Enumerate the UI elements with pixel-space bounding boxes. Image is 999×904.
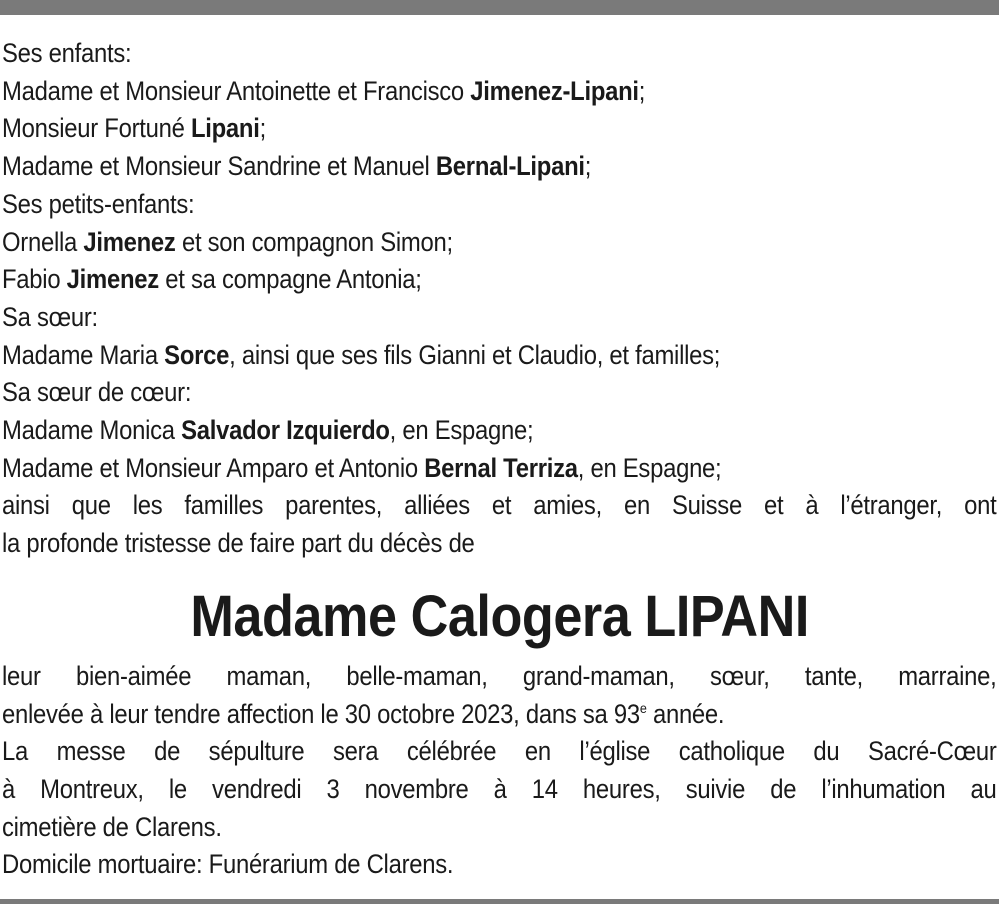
details-line: leur bien-aimée maman, belle-maman, grand-maman, sœur, tante, marraine, — [2, 661, 997, 691]
soeur-coeur-heading: Sa sœur de cœur: — [2, 377, 192, 408]
details-line: enlevée à leur tendre affection le 30 octobre 2023, dans sa 93e année. — [2, 698, 725, 729]
details-line: cimetière de Clarens. — [2, 811, 222, 842]
deceased-name — [0, 582, 999, 652]
surname: Bernal Terriza — [424, 452, 578, 483]
details-line: Domicile mortuaire: Funérarium de Clarens. — [2, 849, 454, 880]
details-line: à Montreux, le vendredi 3 novembre à 14 heures, suivie de l’inhumation au — [2, 774, 997, 805]
closing-line: la profonde tristesse de faire part du décès de — [2, 528, 475, 559]
surname: Lipani — [190, 113, 260, 144]
family-member-line: Madame et Monsieur Antoinette et Francisco Jimenez-Lipani; — [2, 75, 646, 106]
surname: Salvador Izquierdo — [181, 415, 390, 446]
family-list — [2, 35, 997, 563]
enfants-heading: Ses enfants: — [2, 38, 132, 68]
soeur-heading: Sa sœur: — [2, 301, 98, 332]
surname: Jimenez — [83, 226, 176, 257]
family-member-line: Madame et Monsieur Sandrine et Manuel Bernal-Lipani; — [2, 151, 592, 182]
family-member-line: Fabio Jimenez et sa compagne Antonia; — [2, 264, 422, 295]
family-member-line: Ornella Jimenez et son compagnon Simon; — [2, 226, 453, 257]
surname: Jimenez-Lipani — [470, 75, 639, 106]
family-member-line: Monsieur Fortuné Lipani; — [2, 113, 266, 144]
funeral-details — [2, 658, 997, 884]
deceased-name-text: Madame Calogera LIPANI — [190, 584, 809, 649]
superscript: e — [639, 699, 647, 716]
family-member-line: Madame Monica Salvador Izquierdo, en Espagne; — [2, 415, 534, 446]
surname: Sorce — [164, 339, 230, 370]
surname: Jimenez — [66, 264, 159, 295]
bottom-border-bar — [0, 899, 999, 904]
family-member-line: Madame et Monsieur Amparo et Antonio Bernal Terriza, en Espagne; — [2, 452, 722, 483]
petits-enfants-heading: Ses petits-enfants: — [2, 188, 195, 219]
family-member-line: Madame Maria Sorce, ainsi que ses fils Gianni et Claudio, et familles; — [2, 339, 721, 370]
surname: Bernal-Lipani — [435, 151, 585, 182]
top-border-bar — [0, 0, 999, 15]
closing-line: ainsi que les familles parentes, alliées et amies, en Suisse et à l’étranger, ont — [2, 490, 997, 521]
details-line: La messe de sépulture sera célébrée en l’église catholique du Sacré-Cœur — [2, 736, 997, 767]
